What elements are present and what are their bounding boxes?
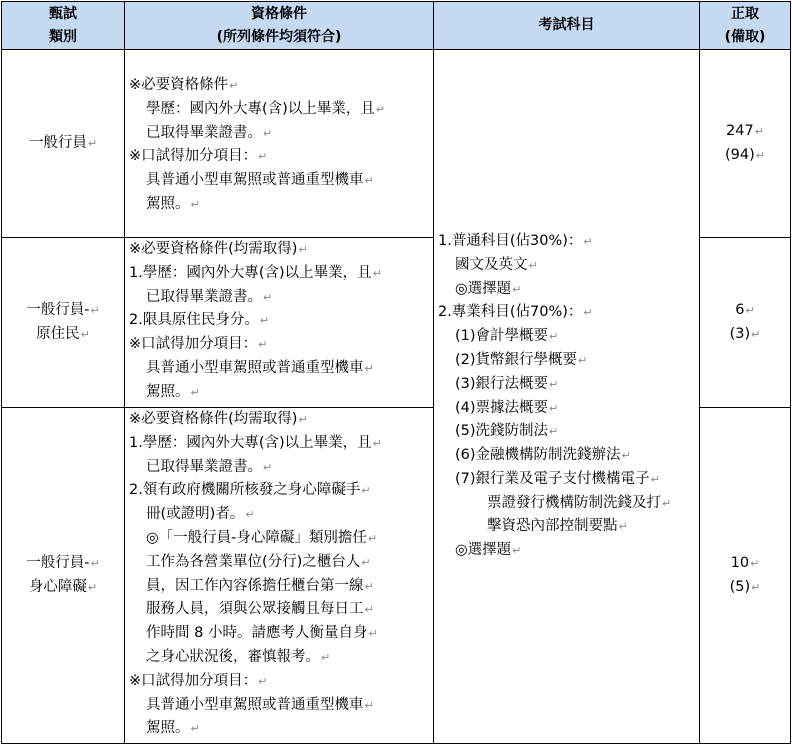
paragraph-mark-icon: ↵ [549, 401, 559, 415]
cell-line: ※口試得加分項目： [129, 672, 258, 689]
cell-line: 票證發行機構防制洗錢及打 [487, 494, 661, 511]
cell-line-wrap [125, 598, 433, 622]
cell-line: 一般行員- [26, 554, 90, 571]
requirements-cell [125, 50, 434, 238]
cell-line-wrap [125, 456, 433, 480]
paragraph-mark-icon: ↵ [258, 338, 268, 352]
cell-line: 247 [726, 122, 754, 139]
paragraph-mark-icon: ↵ [745, 303, 755, 317]
subjects-cell [434, 50, 700, 744]
paragraph-mark-icon: ↵ [367, 531, 378, 545]
paragraph-mark-icon: ↵ [229, 79, 239, 92]
cell-line: (94) [725, 146, 755, 163]
cell-line-wrap [700, 299, 790, 323]
cell-line-wrap [125, 145, 433, 169]
paragraph-mark-icon: ↵ [259, 314, 270, 328]
table-row [2, 50, 791, 238]
paragraph-mark-icon: ↵ [190, 385, 200, 399]
cell-line-wrap [125, 286, 433, 310]
cell-line: 已取得畢業證書。 [146, 288, 262, 305]
cell-line-wrap [125, 169, 433, 193]
paragraph-mark-icon: ↵ [87, 580, 98, 594]
cell-line: 工作為各營業單位(分行)之櫃台人 [146, 553, 361, 570]
quota-cell [700, 50, 791, 238]
cell-line-wrap [125, 381, 433, 405]
paragraph-mark-icon: ↵ [190, 722, 200, 736]
paragraph-mark-icon: ↵ [750, 556, 760, 570]
cell-line-wrap [434, 515, 699, 539]
cell-line-wrap [2, 323, 124, 347]
cell-line-wrap [434, 301, 699, 325]
cell-line: 2.限具原住民身分。 [129, 312, 259, 329]
cell-line: (2)貨幣銀行學概要 [455, 351, 578, 368]
cell-line-wrap [434, 278, 699, 302]
paragraph-mark-icon: ↵ [372, 436, 382, 450]
cell-line: 1.學歷：國內外大專(含)以上畢業，且 [129, 264, 372, 281]
cell-line-wrap [434, 444, 699, 468]
cell-line: 2.領有政府機關所核發之身心障礙手 [129, 482, 361, 499]
cell-line-wrap [125, 333, 433, 357]
cell-line-wrap [700, 552, 790, 576]
cell-line-wrap [434, 397, 699, 421]
header-category: 甄試 類別 [2, 2, 125, 50]
paragraph-mark-icon: ↵ [263, 290, 273, 304]
paragraph-mark-icon: ↵ [361, 555, 371, 569]
paragraph-mark-icon: ↵ [298, 413, 308, 426]
cell-line-wrap [434, 349, 699, 373]
cell-line: ◎選擇題 [455, 280, 512, 297]
cell-line: (5) [729, 578, 751, 595]
paragraph-mark-icon: ↵ [549, 330, 559, 344]
paragraph-mark-icon: ↵ [512, 544, 522, 558]
paragraph-mark-icon: ↵ [361, 484, 371, 498]
paragraph-mark-icon: ↵ [755, 148, 765, 162]
paragraph-mark-icon: ↵ [662, 496, 672, 510]
cell-line: (7)銀行業及電子支付機構電子 [455, 470, 650, 487]
cell-line-wrap [700, 323, 790, 347]
cell-line: 員，因工作內容係擔任櫃台第一線 [146, 577, 364, 594]
paragraph-mark-icon: ↵ [621, 449, 631, 463]
requirements-cell [125, 238, 434, 408]
paragraph-mark-icon: ↵ [258, 674, 268, 688]
cell-line: 一般行員- [26, 301, 90, 318]
cell-line-wrap [125, 408, 433, 432]
cell-line-wrap [434, 468, 699, 492]
cell-line: (3) [729, 325, 751, 342]
cell-line: 已取得畢業證書。 [146, 124, 262, 141]
paragraph-mark-icon: ↵ [321, 650, 331, 664]
cell-line-wrap [125, 551, 433, 575]
cell-line-wrap [125, 122, 433, 146]
cell-line: 具普通小型車駕照或普通重型機車 [146, 172, 364, 189]
paragraph-mark-icon: ↵ [528, 258, 538, 272]
cell-line: 6 [735, 301, 745, 318]
cell-line-wrap [434, 230, 699, 254]
cell-line-wrap [125, 575, 433, 599]
cell-line: 2.專業科目(佔70%)： [438, 304, 583, 321]
paragraph-mark-icon: ↵ [87, 136, 98, 150]
category-cell [2, 408, 125, 744]
quota-cell [700, 238, 791, 408]
paragraph-mark-icon: ↵ [375, 102, 386, 116]
cell-line-wrap [434, 539, 699, 563]
cell-line-wrap [434, 254, 699, 278]
cell-line-wrap [125, 74, 433, 98]
paragraph-mark-icon: ↵ [751, 580, 761, 594]
paragraph-mark-icon: ↵ [364, 361, 374, 375]
paragraph-mark-icon: ↵ [754, 124, 764, 138]
cell-line: 作時間 8 小時。請應考人衡量自身 [146, 625, 368, 642]
cell-line-wrap [125, 193, 433, 217]
paragraph-mark-icon: ↵ [190, 197, 200, 211]
cell-line: (1)會計學概要 [455, 328, 549, 345]
header-requirements: 資格條件 (所列條件均須符合) [125, 2, 434, 50]
cell-line: 冊(或證明)者。 [146, 506, 245, 523]
header-quota: 正取 (備取) [700, 2, 791, 50]
cell-line-wrap [125, 527, 433, 551]
cell-line-wrap [125, 262, 433, 286]
cell-line: ※必要資格條件(均需取得) [129, 411, 298, 427]
header-subjects: 考試科目 [434, 2, 700, 50]
cell-line: 10 [730, 554, 750, 571]
cell-line: (6)金融機構防制洗錢辦法 [455, 447, 621, 464]
cell-line: 駕照。 [146, 383, 190, 400]
paragraph-mark-icon: ↵ [583, 306, 593, 320]
cell-line: ※必要資格條件(均需取得) [129, 241, 298, 257]
cell-line-wrap [125, 622, 433, 646]
cell-line: 具普通小型車駕照或普通重型機車 [146, 696, 364, 713]
paragraph-mark-icon: ↵ [618, 520, 628, 534]
cell-line: 國文及英文 [455, 256, 528, 273]
paragraph-mark-icon: ↵ [263, 126, 273, 140]
cell-line-wrap [2, 132, 124, 156]
quota-cell [700, 408, 791, 744]
cell-line: 學歷：國內外大專(含)以上畢業，且 [146, 100, 375, 117]
paragraph-mark-icon: ↵ [245, 508, 255, 522]
cell-line: ※必要資格條件 [129, 77, 229, 93]
paragraph-mark-icon: ↵ [368, 627, 378, 641]
paragraph-mark-icon: ↵ [364, 698, 374, 712]
paragraph-mark-icon: ↵ [258, 150, 268, 164]
requirements-cell [125, 408, 434, 744]
paragraph-mark-icon: ↵ [80, 327, 90, 341]
cell-line-wrap [2, 576, 124, 600]
paragraph-mark-icon: ↵ [549, 425, 559, 439]
cell-line-wrap [125, 717, 433, 741]
cell-line-wrap [700, 576, 790, 600]
paragraph-mark-icon: ↵ [578, 353, 588, 367]
paragraph-mark-icon: ↵ [512, 282, 522, 296]
cell-line: (5)洗錢防制法 [455, 423, 549, 440]
cell-line: 服務人員，須與公眾接觸且每日工 [146, 601, 364, 618]
paragraph-mark-icon: ↵ [372, 266, 382, 280]
cell-line: 擊資恐內部控制要點 [487, 518, 618, 535]
cell-line-wrap [700, 144, 790, 168]
cell-line: (4)票據法概要 [455, 399, 549, 416]
cell-line: 原住民 [36, 325, 80, 342]
cell-line-wrap [125, 646, 433, 670]
cell-line-wrap [125, 309, 433, 333]
cell-line-wrap [125, 670, 433, 694]
cell-line-wrap [434, 492, 699, 516]
cell-line-wrap [700, 120, 790, 144]
cell-line: 身心障礙 [28, 578, 87, 595]
cell-line-wrap [125, 238, 433, 262]
cell-line: ◎「一般行員-身心障礙」類別擔任 [146, 529, 367, 546]
paragraph-mark-icon: ↵ [549, 377, 559, 391]
cell-line-wrap [125, 503, 433, 527]
paragraph-mark-icon: ↵ [364, 603, 374, 617]
cell-line: 已取得畢業證書。 [146, 458, 262, 475]
cell-line-wrap [125, 432, 433, 456]
cell-line: 駕照。 [146, 720, 190, 737]
cell-line-wrap [125, 357, 433, 381]
cell-line: ※口試得加分項目： [129, 336, 258, 353]
cell-line-wrap [125, 479, 433, 503]
cell-line: 之身心狀況後，審慎報考。 [146, 648, 320, 665]
cell-line: 駕照。 [146, 195, 190, 212]
cell-line: 具普通小型車駕照或普通重型機車 [146, 359, 364, 376]
cell-line: 1.普通科目(佔30%)： [438, 232, 583, 249]
exam-table [1, 1, 791, 744]
cell-line-wrap [2, 552, 124, 576]
paragraph-mark-icon: ↵ [90, 556, 100, 570]
paragraph-mark-icon: ↵ [751, 327, 761, 341]
cell-line-wrap [2, 299, 124, 323]
cell-line: ◎選擇題 [455, 542, 512, 559]
paragraph-mark-icon: ↵ [364, 579, 374, 593]
cell-line-wrap [434, 373, 699, 397]
cell-line: 1.學歷：國內外大專(含)以上畢業，且 [129, 434, 372, 451]
cell-line-wrap [434, 325, 699, 349]
category-cell [2, 50, 125, 238]
paragraph-mark-icon: ↵ [298, 243, 308, 256]
cell-line-wrap [125, 694, 433, 718]
cell-line: ※口試得加分項目： [129, 148, 258, 165]
paragraph-mark-icon: ↵ [364, 174, 374, 188]
paragraph-mark-icon: ↵ [90, 303, 100, 317]
cell-line: 一般行員 [28, 134, 87, 151]
paragraph-mark-icon: ↵ [583, 234, 593, 248]
paragraph-mark-icon: ↵ [263, 460, 273, 474]
cell-line: (3)銀行法概要 [455, 375, 549, 392]
cell-line-wrap [434, 420, 699, 444]
paragraph-mark-icon: ↵ [650, 472, 660, 486]
header-row [2, 2, 791, 50]
cell-line-wrap [125, 98, 433, 122]
category-cell [2, 238, 125, 408]
